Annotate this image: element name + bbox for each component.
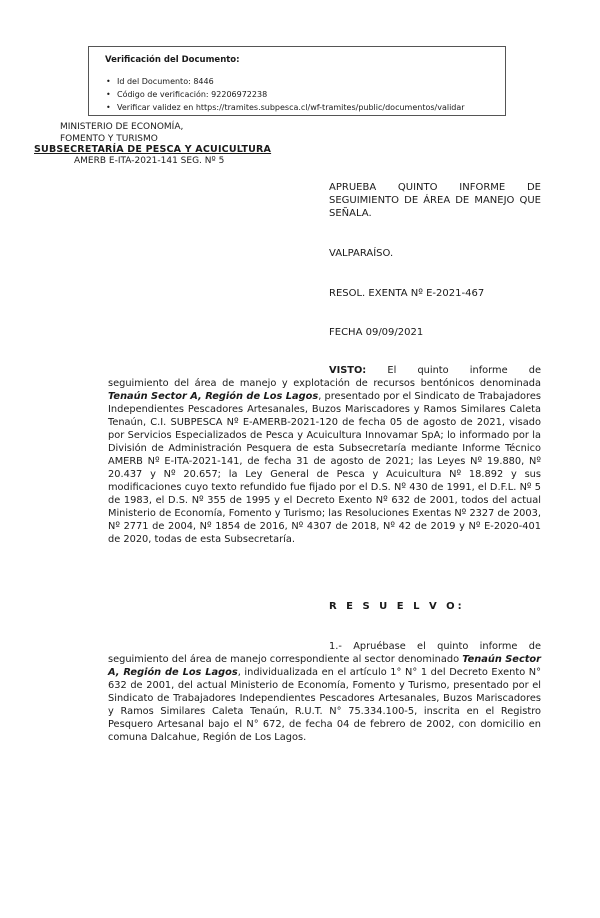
verification-link[interactable]: • Verificar validez en https://tramites.subpesca.cl/wf-tramites/public/documentos/validar bbox=[103, 101, 505, 114]
reference-code: AMERB E-ITA-2021-141 SEG. Nº 5 bbox=[74, 156, 225, 166]
visto-area-name: Tenaún Sector A, Región de Los Lagos bbox=[108, 391, 319, 402]
visto-paragraph bbox=[108, 364, 541, 546]
visto-first-line bbox=[108, 364, 541, 377]
place: VALPARAÍSO. bbox=[329, 248, 394, 259]
visto-text-1: seguimiento del área de manejo y explotación de recursos bentónicos denominada bbox=[108, 378, 541, 389]
subsecretaria-name: SUBSECRETARÍA DE PESCA Y ACUICULTURA bbox=[34, 144, 272, 155]
verification-box bbox=[88, 46, 506, 116]
article-1-text-2: , individualizada en el artículo 1° N° 1 del Decreto Exento N° 632 de 2001, del actual Ministerio de Economía, Fomento y Turismo, presentado por el Sindicato de Trabajadores Independientes Pescadores Artesanales, Buzos Mariscadores y Ramos Similares Caleta Tenaún, R.U.T. N° 75.334.100-5, inscrita en el Registro Pesquero Artesanal bajo el N° 672, de fecha 04 de febrero de 2002, con domicilio en comuna Dalcahue, Región de Los Lagos. bbox=[108, 667, 542, 743]
resolution-date: FECHA 09/09/2021 bbox=[329, 327, 424, 338]
visto-text-2: , presentado por el Sindicato de Trabajadores Independientes Pescadores Artesanales, Buzos Mariscadores y Ramos Similares Caleta Tenaún, C.I. SUBPESCA Nº E-AMERB-2021-120 de fecha 05 de agosto de 2021, visado por Servicios Especializados de Pesca y Acuicultura Innovamar SpA; lo informado por la División de Administración Pesquera de esta Subsecretaría mediante Informe Técnico AMERB Nº E-ITA-2021-141, de fecha 31 de agosto de 2021; las Leyes Nº 19.880, Nº 20.437 y Nº 20.657; la Ley General de Pesca y Acuicultura Nº 18.892 y sus modificaciones cuyo texto refundido fue fijado por el D.S. Nº 430 de 1991, el D.F.L. Nº 5 de 1983, el D.S. Nº 355 de 1995 y el Decreto Exento Nº 632 de 2001, todos del actual Ministerio de Economía, Fomento y Turismo; las Resoluciones Exentas Nº 2327 de 2003, Nº 2771 de 2004, Nº 1854 de 2016, Nº 4307 de 2018, Nº 42 de 2019 y Nº E-2020-401 de 2020, todas de esta Subsecretaría. bbox=[108, 391, 541, 545]
resuelvo-heading: R E S U E L V O: bbox=[329, 601, 465, 612]
ministry-name: MINISTERIO DE ECONOMÍA, bbox=[60, 122, 184, 132]
article-1-text-1: seguimiento del área de manejo correspondiente al sector denominado bbox=[108, 654, 463, 665]
resolution-number: RESOL. EXENTA Nº E-2021-467 bbox=[329, 288, 485, 299]
visto-lead: El quinto informe de bbox=[366, 365, 541, 376]
resolution-summary: APRUEBA QUINTO INFORME DE SEGUIMIENTO DE ÁREA DE MANEJO QUE SEÑALA. bbox=[329, 182, 541, 219]
ministry-name-line2: FOMENTO Y TURISMO bbox=[60, 134, 158, 144]
article-1-paragraph bbox=[108, 640, 541, 744]
verification-title: Verificación del Documento: bbox=[105, 55, 240, 65]
verification-code: • Código de verificación: 92206972238 bbox=[103, 88, 505, 101]
document-id: • Id del Documento: 8446 bbox=[103, 75, 505, 88]
article-1-area-name: Tenaún Sector A, Región de Los Lagos bbox=[108, 654, 541, 678]
verification-list bbox=[103, 75, 505, 114]
visto-label: VISTO: bbox=[329, 365, 367, 376]
article-1-first-line: 1.- Apruébase el quinto informe de bbox=[329, 641, 541, 652]
